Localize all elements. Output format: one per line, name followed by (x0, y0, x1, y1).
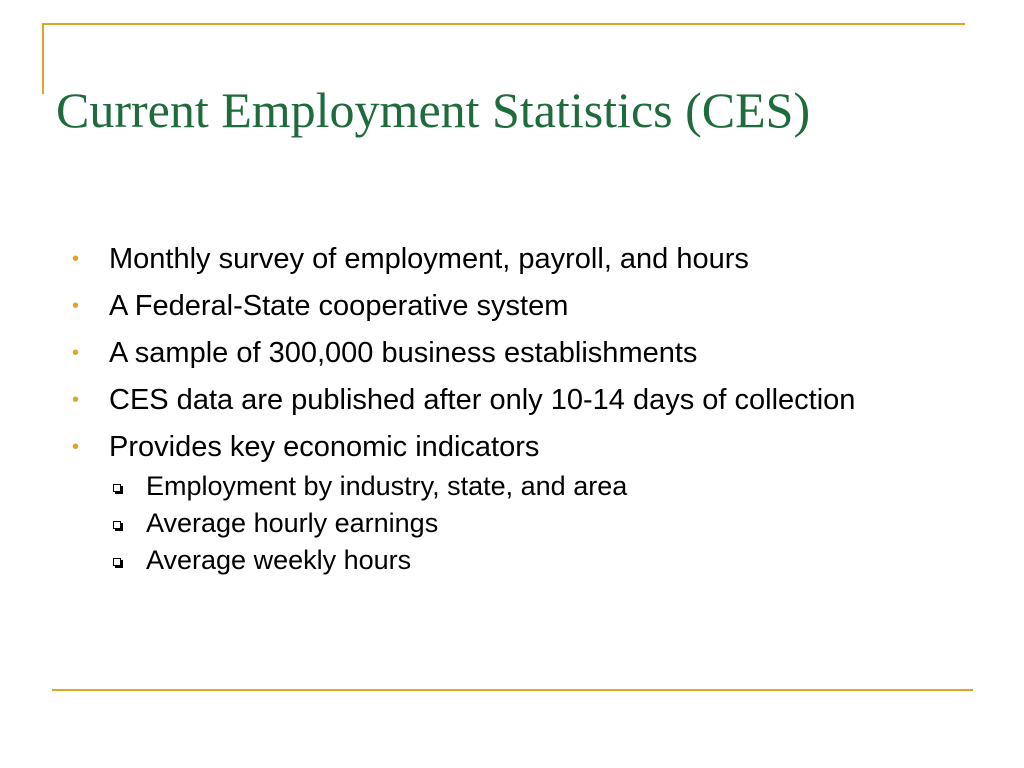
square-bullet-icon (113, 558, 121, 566)
bullet-icon: • (72, 295, 80, 317)
bullet-icon: • (72, 436, 80, 458)
sub-bullet-hourly-earnings (109, 505, 952, 542)
bullet-item-key-indicators (72, 429, 952, 579)
bullet-icon: • (72, 389, 80, 411)
bottom-rule (52, 689, 973, 691)
slide-title: Current Employment Statistics (CES) (56, 82, 811, 138)
sub-bullet-text: Employment by industry, state, and area (146, 471, 628, 501)
left-rule (42, 23, 44, 94)
bullet-item-publication-timing (72, 382, 952, 418)
bullet-text: Monthly survey of employment, payroll, and hours (109, 243, 749, 275)
bullet-text: A sample of 300,000 business establishments (109, 337, 698, 369)
bullet-item-monthly-survey (72, 241, 952, 277)
top-rule (42, 23, 965, 25)
bullet-item-sample-size (72, 335, 952, 371)
bullet-list (72, 241, 952, 590)
bullet-item-federal-state (72, 288, 952, 324)
sub-bullet-employment (109, 468, 952, 505)
bullet-icon: • (72, 248, 80, 270)
bullet-text: CES data are published after only 10-14 days of collection (109, 384, 856, 416)
bullet-text: A Federal-State cooperative system (109, 290, 569, 322)
square-bullet-icon (113, 484, 121, 492)
sub-bullet-text: Average hourly earnings (146, 508, 439, 538)
sub-bullet-weekly-hours (109, 542, 952, 579)
bullet-icon: • (72, 342, 80, 364)
sub-bullet-list (109, 468, 952, 579)
sub-bullet-text: Average weekly hours (146, 545, 412, 575)
bullet-text: Provides key economic indicators (109, 431, 540, 463)
square-bullet-icon (113, 521, 121, 529)
